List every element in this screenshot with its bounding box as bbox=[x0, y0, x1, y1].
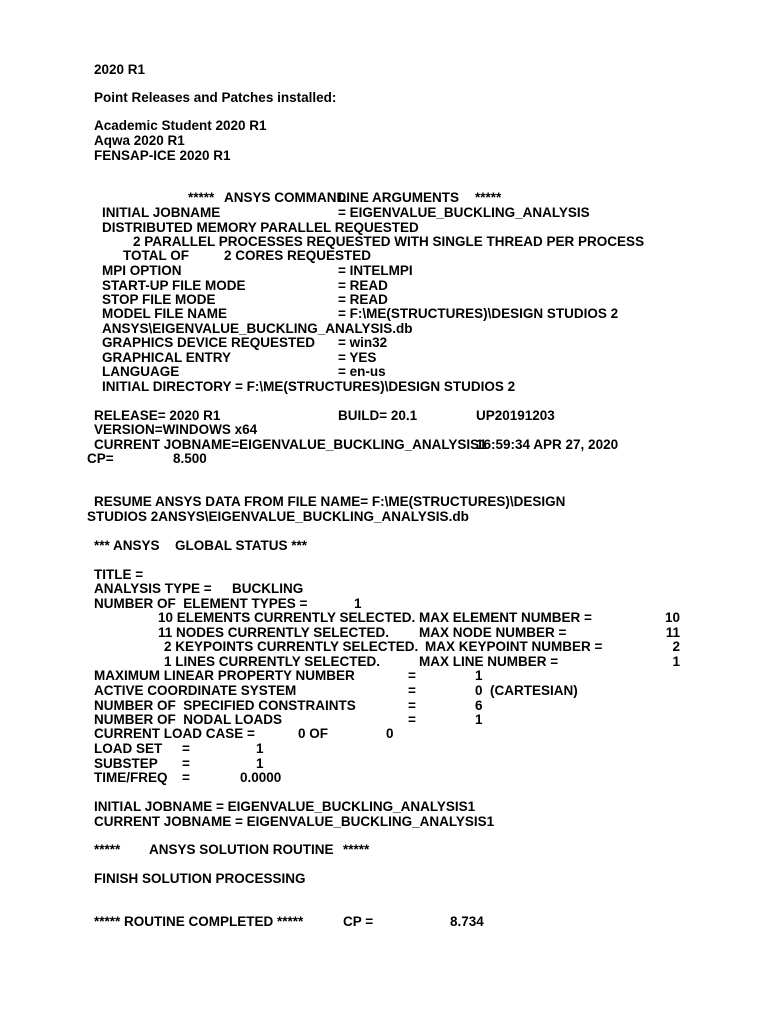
substep-eq: = bbox=[182, 756, 190, 771]
language-label: LANGUAGE bbox=[102, 364, 180, 379]
current-jobname-line: CURRENT JOBNAME = EIGENVALUE_BUCKLING_ANALYSIS1 bbox=[94, 814, 495, 829]
selected-count-text: 1 LINES CURRENTLY SELECTED. bbox=[164, 654, 381, 669]
initial-jobname-label: INITIAL JOBNAME bbox=[102, 205, 221, 220]
status-value: 6 bbox=[475, 698, 483, 713]
global-status-heading-b: GLOBAL STATUS *** bbox=[175, 538, 308, 553]
cmd-args-heading: ANSYS COMMAND bbox=[224, 190, 347, 205]
title-line: TITLE = bbox=[94, 567, 144, 582]
total-of-value: 2 CORES REQUESTED bbox=[224, 248, 372, 263]
load-set-eq: = bbox=[182, 741, 190, 756]
status-eq: = bbox=[408, 683, 416, 698]
status-label: NUMBER OF NODAL LOADS bbox=[94, 712, 282, 727]
status-eq: = bbox=[408, 712, 416, 727]
resume-line: RESUME ANSYS DATA FROM FILE NAME= F:\ME(STRUCTURES)\DESIGN bbox=[94, 494, 566, 509]
max-number-value: 10 bbox=[664, 610, 680, 625]
cmd-args-heading-2: LINE ARGUMENTS bbox=[338, 190, 459, 205]
solution-stars-left: ***** bbox=[94, 842, 121, 857]
patches-heading: Point Releases and Patches installed: bbox=[94, 90, 337, 105]
max-number-label: MAX KEYPOINT NUMBER = bbox=[425, 639, 603, 654]
solution-stars-right: ***** bbox=[343, 842, 370, 857]
element-types-label: NUMBER OF ELEMENT TYPES = bbox=[94, 596, 308, 611]
parallel-line: 2 PARALLEL PROCESSES REQUESTED WITH SINGLE THREAD PER PROCESS bbox=[133, 234, 645, 249]
initial-directory: INITIAL DIRECTORY = F:\ME(STRUCTURES)\DESIGN STUDIOS 2 bbox=[102, 379, 516, 394]
release-text: RELEASE= 2020 R1 bbox=[94, 408, 221, 423]
analysis-type-value: BUCKLING bbox=[232, 581, 304, 596]
version-text: VERSION=WINDOWS x64 bbox=[94, 422, 258, 437]
load-case-label: CURRENT LOAD CASE = bbox=[94, 726, 255, 741]
solution-heading: ANSYS SOLUTION ROUTINE bbox=[149, 842, 334, 857]
selected-count-text: 10 ELEMENTS CURRENTLY SELECTED. bbox=[158, 610, 416, 625]
max-number-label: MAX LINE NUMBER = bbox=[419, 654, 559, 669]
status-label: ACTIVE COORDINATE SYSTEM bbox=[94, 683, 297, 698]
status-label: MAXIMUM LINEAR PROPERTY NUMBER bbox=[94, 668, 355, 683]
timefreq-label: TIME/FREQ bbox=[94, 770, 168, 785]
cp-value: 8.500 bbox=[173, 451, 207, 466]
selected-count-text: 11 NODES CURRENTLY SELECTED. bbox=[158, 625, 390, 640]
installed-item: Academic Student 2020 R1 bbox=[94, 118, 267, 133]
version-header: 2020 R1 bbox=[94, 62, 146, 77]
analysis-type-label: ANALYSIS TYPE = bbox=[94, 581, 212, 596]
final-cp-value: 8.734 bbox=[450, 914, 484, 929]
max-number-value: 2 bbox=[672, 639, 680, 654]
model-file-label: MODEL FILE NAME bbox=[102, 306, 228, 321]
substep-value: 1 bbox=[256, 756, 264, 771]
language-value: = en-us bbox=[338, 364, 386, 379]
installed-item: FENSAP-ICE 2020 R1 bbox=[94, 148, 231, 163]
cmd-args-stars-left: ***** bbox=[188, 190, 215, 205]
max-number-value: 11 bbox=[665, 625, 680, 640]
global-status-heading-a: *** ANSYS bbox=[94, 538, 160, 553]
cmd-args-stars-right: ***** bbox=[475, 190, 502, 205]
stop-value: = READ bbox=[338, 292, 388, 307]
total-of-label: TOTAL OF bbox=[123, 248, 189, 263]
final-cp-label: CP = bbox=[343, 914, 374, 929]
timefreq-eq: = bbox=[182, 770, 190, 785]
model-file-value-cont: ANSYS\EIGENVALUE_BUCKLING_ANALYSIS.db bbox=[102, 321, 413, 336]
status-label: NUMBER OF SPECIFIED CONSTRAINTS bbox=[94, 698, 356, 713]
status-eq: = bbox=[408, 668, 416, 683]
up-text: UP20191203 bbox=[476, 408, 555, 423]
build-text: BUILD= 20.1 bbox=[338, 408, 418, 423]
graphical-entry-label: GRAPHICAL ENTRY bbox=[102, 350, 232, 365]
datetime-text: 16:59:34 APR 27, 2020 bbox=[476, 437, 619, 452]
load-set-value: 1 bbox=[256, 741, 264, 756]
stop-label: STOP FILE MODE bbox=[102, 292, 216, 307]
model-file-value: = F:\ME(STRUCTURES)\DESIGN STUDIOS 2 bbox=[338, 306, 619, 321]
cp-label: CP= bbox=[87, 451, 114, 466]
element-types-value: 1 bbox=[354, 596, 362, 611]
finish-solution-line: FINISH SOLUTION PROCESSING bbox=[94, 871, 306, 886]
max-number-label: MAX NODE NUMBER = bbox=[419, 625, 567, 640]
load-case-total: 0 bbox=[386, 726, 394, 741]
current-jobname-text: CURRENT JOBNAME=EIGENVALUE_BUCKLING_ANALYSIS1 bbox=[94, 437, 487, 452]
routine-completed: ***** ROUTINE COMPLETED ***** bbox=[94, 914, 304, 929]
selected-count-text: 2 KEYPOINTS CURRENTLY SELECTED. bbox=[164, 639, 419, 654]
initial-jobname-value: = EIGENVALUE_BUCKLING_ANALYSIS bbox=[338, 205, 590, 220]
mpi-label: MPI OPTION bbox=[102, 263, 182, 278]
load-set-label: LOAD SET bbox=[94, 741, 163, 756]
status-value: 0 (CARTESIAN) bbox=[475, 683, 578, 698]
dmp-line: DISTRIBUTED MEMORY PARALLEL REQUESTED bbox=[102, 220, 419, 235]
mpi-value: = INTELMPI bbox=[338, 263, 413, 278]
status-value: 1 bbox=[475, 668, 483, 683]
graphics-value: = win32 bbox=[338, 335, 388, 350]
substep-label: SUBSTEP bbox=[94, 756, 158, 771]
max-number-label: MAX ELEMENT NUMBER = bbox=[419, 610, 592, 625]
startup-label: START-UP FILE MODE bbox=[102, 278, 246, 293]
status-eq: = bbox=[408, 698, 416, 713]
installed-item: Aqwa 2020 R1 bbox=[94, 133, 185, 148]
initial-jobname-line: INITIAL JOBNAME = EIGENVALUE_BUCKLING_ANALYSIS1 bbox=[94, 799, 476, 814]
graphical-entry-value: = YES bbox=[338, 350, 377, 365]
startup-value: = READ bbox=[338, 278, 388, 293]
graphics-label: GRAPHICS DEVICE REQUESTED bbox=[102, 335, 316, 350]
status-value: 1 bbox=[475, 712, 483, 727]
load-case-value: 0 OF bbox=[298, 726, 329, 741]
resume-line: STUDIOS 2ANSYS\EIGENVALUE_BUCKLING_ANALYSIS.db bbox=[87, 509, 469, 524]
max-number-value: 1 bbox=[672, 654, 680, 669]
timefreq-value: 0.0000 bbox=[240, 770, 282, 785]
